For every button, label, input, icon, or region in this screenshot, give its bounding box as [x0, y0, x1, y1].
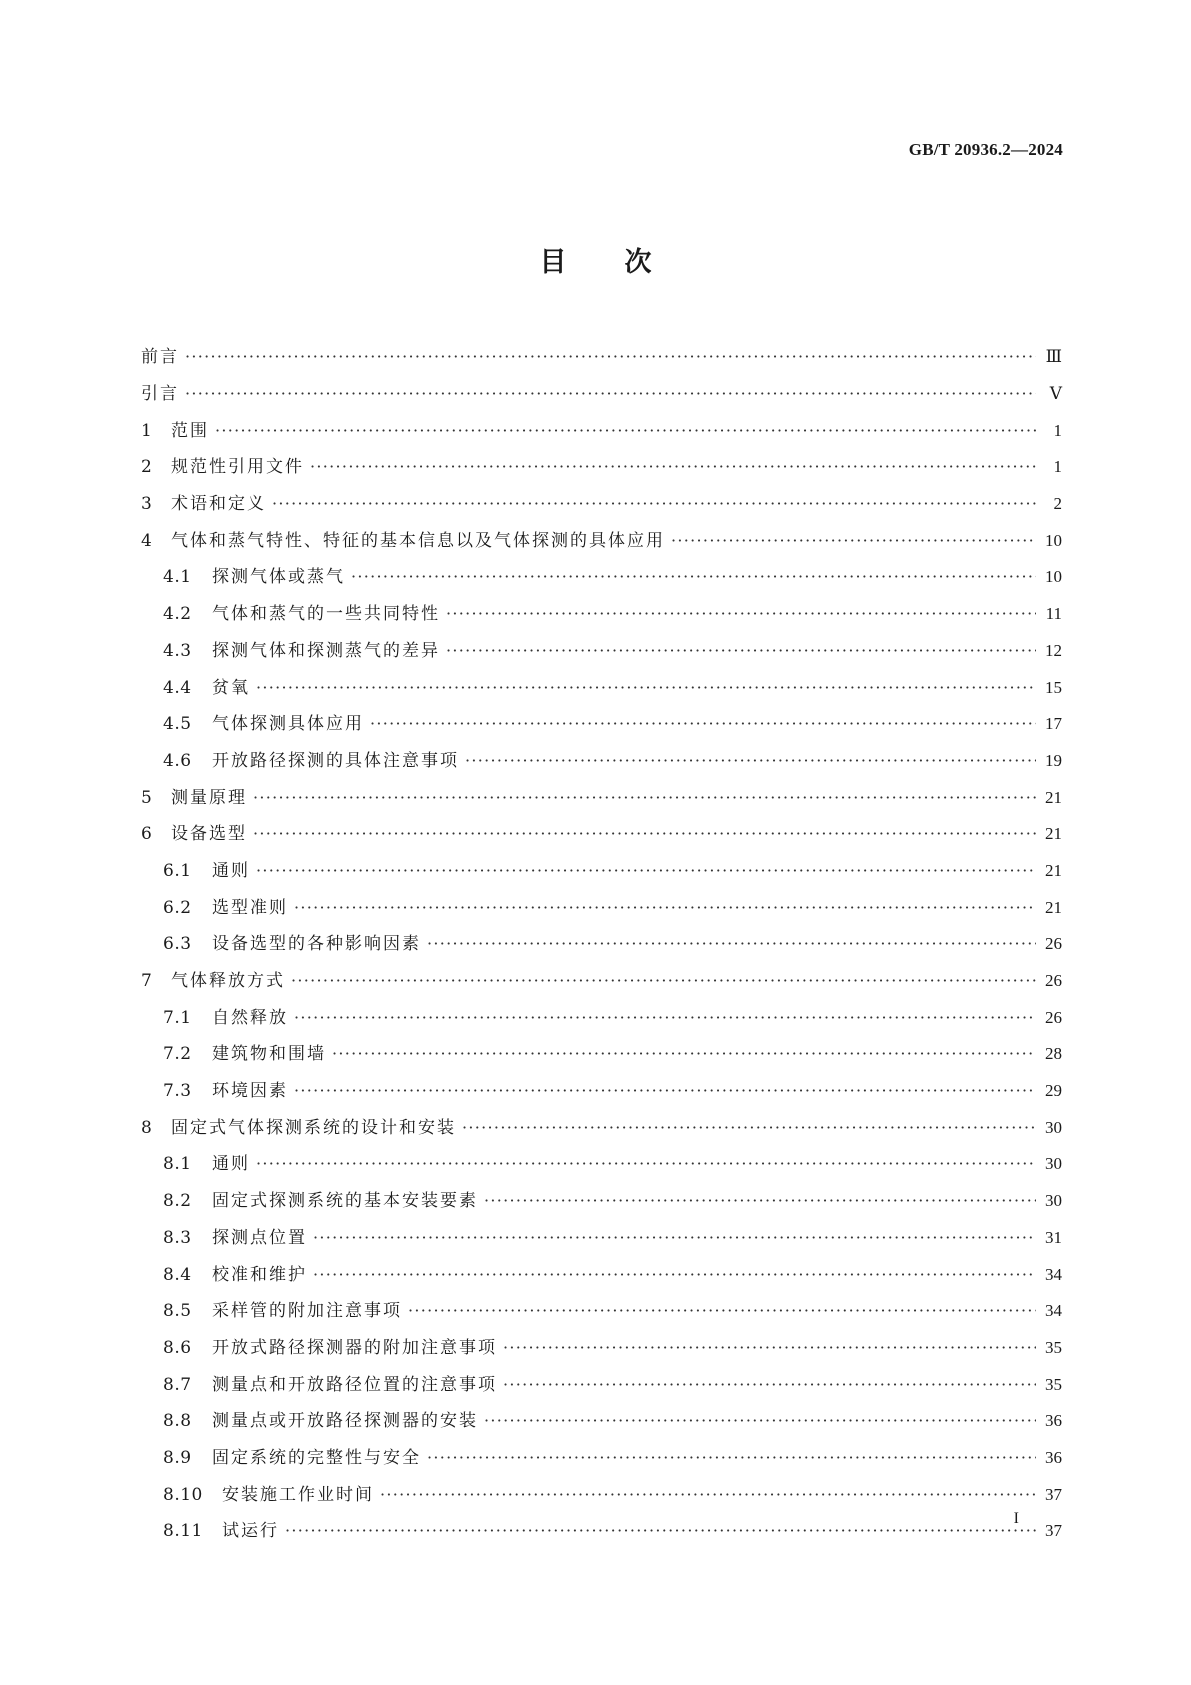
- toc-entry[interactable]: [141, 1036, 1062, 1073]
- toc-dot-leader: [462, 1117, 1036, 1139]
- toc-entry-title: 开放路径探测的具体注意事项: [212, 750, 459, 771]
- toc-entry-number: 8.3: [163, 1227, 192, 1248]
- toc-entry-title: 固定式探测系统的基本安装要素: [212, 1191, 478, 1212]
- toc-entry-number: 8.2: [163, 1191, 192, 1212]
- toc-dot-leader: [370, 713, 1036, 735]
- toc-entry-page: 21: [1045, 787, 1062, 807]
- toc-entry-page: 29: [1045, 1081, 1062, 1101]
- toc-entry[interactable]: [141, 779, 1062, 816]
- toc-entry[interactable]: [141, 1220, 1062, 1257]
- toc-entry-number: 3: [141, 494, 153, 515]
- toc-dot-leader: [503, 1337, 1036, 1359]
- toc-entry[interactable]: [141, 1513, 1062, 1550]
- toc-entry[interactable]: [141, 743, 1062, 780]
- toc-entry-page: 2: [1053, 494, 1062, 514]
- toc-entry-page: 21: [1045, 824, 1062, 844]
- toc-dot-leader: [294, 1007, 1036, 1029]
- toc-dot-leader: [313, 1227, 1036, 1249]
- toc-entry-number: 6.3: [163, 934, 192, 955]
- toc-entry-title: 试运行: [222, 1521, 279, 1542]
- toc-entry-title: 固定式气体探测系统的设计和安装: [171, 1117, 456, 1138]
- toc-entry-page: 30: [1045, 1154, 1062, 1174]
- toc-entry[interactable]: [141, 596, 1062, 633]
- toc-entry-number: 4.6: [163, 750, 192, 771]
- toc-dot-leader: [256, 677, 1036, 699]
- toc-entry-title: 引言: [141, 384, 179, 405]
- toc-entry[interactable]: [141, 1366, 1062, 1403]
- toc-dot-leader: [215, 420, 1036, 442]
- toc-entry-page: 15: [1045, 677, 1062, 697]
- toc-entry[interactable]: [141, 963, 1062, 1000]
- toc-entry-page: 30: [1045, 1117, 1062, 1137]
- toc-entry-number: 2: [141, 457, 153, 478]
- toc-entry-number: 8.11: [163, 1521, 203, 1542]
- toc-entry[interactable]: [141, 1183, 1062, 1220]
- toc-entry-title: 校准和维护: [212, 1264, 307, 1285]
- toc-entry-title: 贫氧: [212, 677, 250, 698]
- toc-entry-page: 28: [1045, 1044, 1062, 1064]
- toc-entry-number: 8.10: [163, 1484, 203, 1505]
- toc-entry-title: 开放式路径探测器的附加注意事项: [212, 1337, 497, 1358]
- toc-entry[interactable]: [141, 889, 1062, 926]
- toc-entry-title: 采样管的附加注意事项: [212, 1301, 402, 1322]
- toc-entry-title: 探测气体或蒸气: [212, 567, 345, 588]
- toc-dot-leader: [285, 1520, 1036, 1542]
- toc-entry-number: 5: [141, 787, 153, 808]
- toc-entry-number: 8.7: [163, 1374, 192, 1395]
- toc-entry-number: 8: [141, 1117, 153, 1138]
- toc-entry-page: 10: [1045, 567, 1062, 587]
- toc-dot-leader: [503, 1374, 1036, 1396]
- toc-entry[interactable]: [141, 1256, 1062, 1293]
- toc-entry-number: 4: [141, 530, 153, 551]
- toc-entry[interactable]: [141, 1073, 1062, 1110]
- toc-dot-leader: [253, 823, 1036, 845]
- toc-dot-leader: [310, 456, 1036, 478]
- toc-dot-leader: [484, 1410, 1036, 1432]
- toc-entry-title: 气体探测具体应用: [212, 714, 364, 735]
- toc-entry-number: 7: [141, 971, 153, 992]
- toc-dot-leader: [671, 530, 1036, 552]
- toc-entry-number: 8.8: [163, 1411, 192, 1432]
- toc-entry-number: 4.3: [163, 640, 192, 661]
- toc-dot-leader: [465, 750, 1036, 772]
- toc-entry-number: 6: [141, 824, 153, 845]
- toc-entry-title: 自然释放: [212, 1007, 288, 1028]
- toc-entry-title: 探测气体和探测蒸气的差异: [212, 640, 440, 661]
- toc-entry[interactable]: [141, 339, 1062, 376]
- page-title: 目次: [539, 247, 710, 278]
- toc-entry-number: 4.5: [163, 714, 192, 735]
- toc-entry[interactable]: [141, 449, 1062, 486]
- toc-entry-page: 12: [1045, 640, 1062, 660]
- toc-entry[interactable]: [141, 522, 1062, 559]
- toc-dot-leader: [484, 1190, 1036, 1212]
- toc-entry-title: 通则: [212, 860, 250, 881]
- toc-entry-page: Ⅲ: [1045, 347, 1062, 367]
- toc-entry[interactable]: [141, 1109, 1062, 1146]
- toc-entry[interactable]: [141, 633, 1062, 670]
- toc-dot-leader: [294, 1080, 1036, 1102]
- toc-entry-page: 35: [1045, 1374, 1062, 1394]
- toc-entry-title: 气体和蒸气的一些共同特性: [212, 604, 440, 625]
- toc-dot-leader: [185, 346, 1036, 368]
- toc-entry-number: 8.5: [163, 1301, 192, 1322]
- toc-entry-number: 8.1: [163, 1154, 192, 1175]
- toc-entry-page: 37: [1045, 1484, 1062, 1504]
- toc-entry-number: 7.3: [163, 1081, 192, 1102]
- toc-entry[interactable]: [141, 853, 1062, 890]
- toc-entry-number: 6.2: [163, 897, 192, 918]
- toc-dot-leader: [427, 933, 1036, 955]
- toc-entry-title: 安装施工作业时间: [222, 1484, 374, 1505]
- toc-entry-page: 10: [1045, 530, 1062, 550]
- toc-entry-page: 26: [1045, 1007, 1062, 1027]
- toc-entry-page: 17: [1045, 714, 1062, 734]
- toc-dot-leader: [408, 1300, 1036, 1322]
- toc-entry-title: 测量点和开放路径位置的注意事项: [212, 1374, 497, 1395]
- toc-dot-leader: [256, 1153, 1036, 1175]
- toc-entry-title: 测量点或开放路径探测器的安装: [212, 1411, 478, 1432]
- toc-dot-leader: [380, 1484, 1036, 1506]
- toc-entry-title: 建筑物和围墙: [212, 1044, 326, 1065]
- toc-entry-page: 11: [1045, 604, 1062, 624]
- toc-entry-page: 1: [1053, 420, 1062, 440]
- toc-entry-title: 选型准则: [212, 897, 288, 918]
- toc-entry-title: 测量原理: [171, 787, 247, 808]
- toc-entry-title: 设备选型的各种影响因素: [212, 934, 421, 955]
- toc-dot-leader: [446, 640, 1036, 662]
- toc-entry-title: 前言: [141, 347, 179, 368]
- toc-entry-page: 34: [1045, 1264, 1062, 1284]
- toc-dot-leader: [427, 1447, 1036, 1469]
- toc-entry[interactable]: [141, 1440, 1062, 1477]
- toc-entry-number: 8.6: [163, 1337, 192, 1358]
- toc-entry[interactable]: [141, 1403, 1062, 1440]
- toc-entry-page: 21: [1045, 897, 1062, 917]
- toc-entry-number: 7.1: [163, 1007, 192, 1028]
- toc-entry-page: 37: [1045, 1521, 1062, 1541]
- toc-entry[interactable]: [141, 376, 1062, 413]
- table-of-contents: [141, 339, 1062, 1550]
- toc-entry-title: 固定系统的完整性与安全: [212, 1447, 421, 1468]
- toc-entry[interactable]: [141, 1146, 1062, 1183]
- toc-dot-leader: [256, 860, 1036, 882]
- toc-entry-number: 8.9: [163, 1447, 192, 1468]
- toc-entry[interactable]: [141, 816, 1062, 853]
- toc-entry-title: 探测点位置: [212, 1227, 307, 1248]
- toc-dot-leader: [294, 897, 1036, 919]
- toc-entry-page: 34: [1045, 1301, 1062, 1321]
- toc-entry[interactable]: [141, 1330, 1062, 1367]
- toc-entry-title: 气体和蒸气特性、特征的基本信息以及气体探测的具体应用: [171, 530, 665, 551]
- toc-entry-page: 35: [1045, 1337, 1062, 1357]
- toc-dot-leader: [291, 970, 1036, 992]
- toc-entry-number: 6.1: [163, 860, 192, 881]
- toc-entry[interactable]: [141, 1476, 1062, 1513]
- toc-entry-page: 36: [1045, 1411, 1062, 1431]
- toc-entry-page: 30: [1045, 1191, 1062, 1211]
- toc-entry-number: 1: [141, 420, 153, 441]
- standard-code: GB/T 20936.2—2024: [908, 140, 1063, 159]
- toc-entry-title: 术语和定义: [171, 494, 266, 515]
- toc-entry-number: 4.1: [163, 567, 192, 588]
- toc-entry[interactable]: [141, 486, 1062, 523]
- toc-entry-page: 1: [1053, 457, 1062, 477]
- toc-entry-number: 4.2: [163, 604, 192, 625]
- toc-entry-page: 36: [1045, 1447, 1062, 1467]
- toc-entry[interactable]: [141, 559, 1062, 596]
- toc-entry-number: 7.2: [163, 1044, 192, 1065]
- toc-entry[interactable]: [141, 412, 1062, 449]
- toc-entry[interactable]: [141, 926, 1062, 963]
- toc-entry[interactable]: [141, 999, 1062, 1036]
- toc-entry-page: 26: [1045, 934, 1062, 954]
- toc-entry-title: 设备选型: [171, 824, 247, 845]
- toc-dot-leader: [313, 1264, 1036, 1286]
- toc-entry-number: 8.4: [163, 1264, 192, 1285]
- toc-entry-page: 26: [1045, 971, 1062, 991]
- toc-entry-page: 21: [1045, 860, 1062, 880]
- page-number: I: [1013, 1510, 1019, 1527]
- toc-entry[interactable]: [141, 706, 1062, 743]
- toc-entry-title: 规范性引用文件: [171, 457, 304, 478]
- toc-entry-page: Ⅴ: [1049, 384, 1062, 404]
- toc-entry[interactable]: [141, 1293, 1062, 1330]
- toc-entry-title: 环境因素: [212, 1081, 288, 1102]
- toc-dot-leader: [185, 383, 1036, 405]
- toc-entry-title: 通则: [212, 1154, 250, 1175]
- toc-dot-leader: [253, 787, 1036, 809]
- toc-dot-leader: [351, 566, 1036, 588]
- toc-entry[interactable]: [141, 669, 1062, 706]
- toc-entry-title: 气体释放方式: [171, 971, 285, 992]
- toc-dot-leader: [272, 493, 1036, 515]
- toc-dot-leader: [446, 603, 1036, 625]
- toc-entry-page: 19: [1045, 750, 1062, 770]
- toc-entry-page: 31: [1045, 1227, 1062, 1247]
- toc-entry-number: 4.4: [163, 677, 192, 698]
- toc-dot-leader: [332, 1043, 1036, 1065]
- toc-entry-title: 范围: [171, 420, 209, 441]
